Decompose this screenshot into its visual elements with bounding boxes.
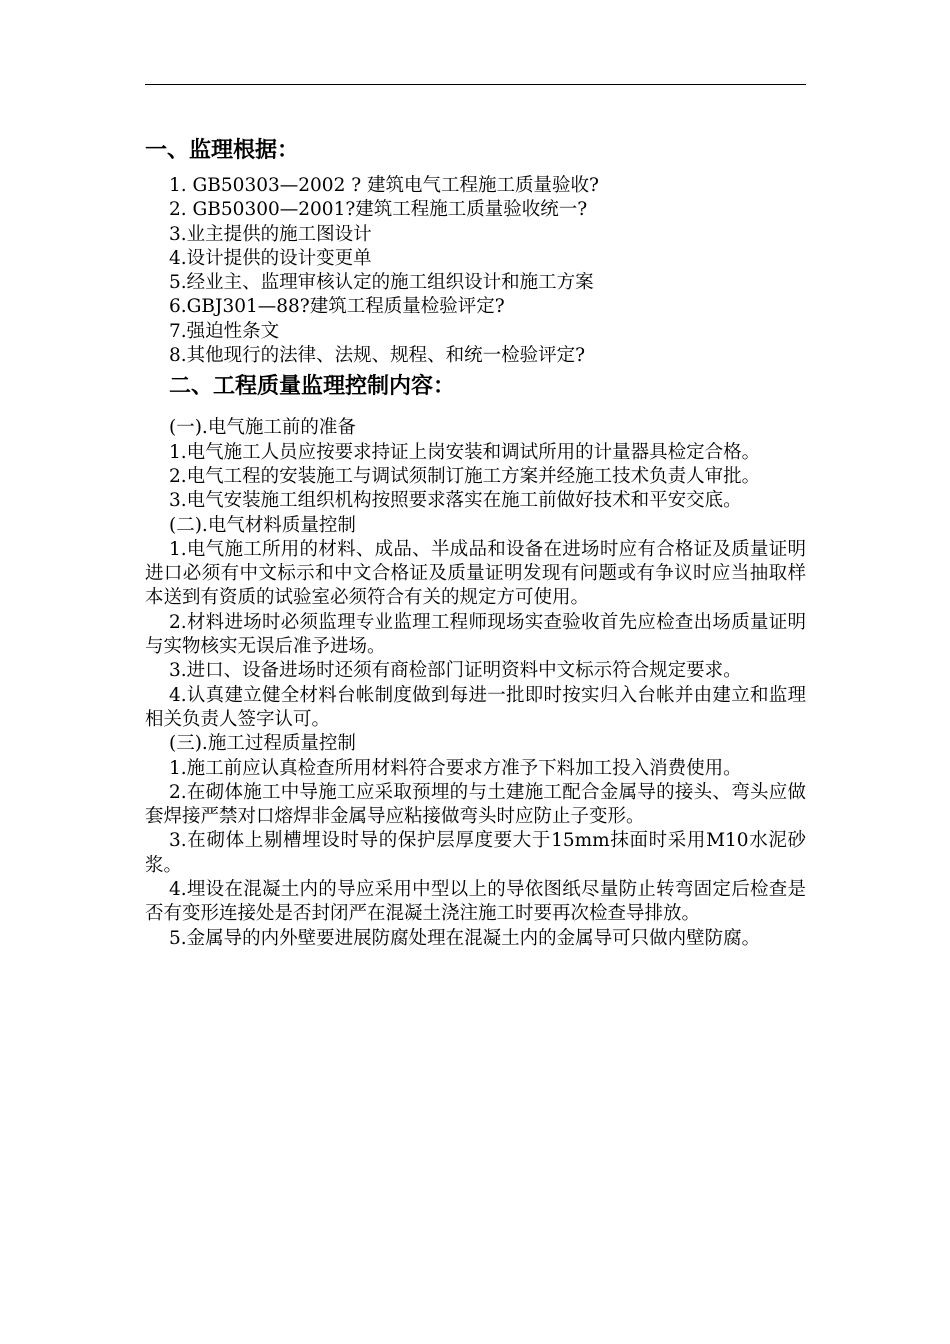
basis-item-3: 3.业主提供的施工图设计 xyxy=(169,223,372,245)
document-body xyxy=(145,134,806,951)
section-2-title: 二、工程质量监理控制内容： xyxy=(169,374,456,400)
process-item-4: 4.埋设在混凝土内的导应采用中型以上的导依图纸尽量防止转弯固定后检查是否有变形连接处是否封闭严在混凝土浇注施工时要再次检查导排放。 xyxy=(145,879,806,925)
material-item-2: 2.材料进场时必须监理专业监理工程师现场实查验收首先应检查出场质量证明与实物核实无误后准予进场。 xyxy=(145,611,806,658)
preparation-item-1: 1.电气施工人员应按要求持证上岗安装和调试所用的计量器具检定合格。 xyxy=(169,441,761,463)
basis-item-8: 8.其他现行的法律、法规、规程、和统一检验评定? xyxy=(169,345,586,367)
process-item-2: 2.在砌体施工中导施工应采取预埋的与土建施工配合金属导的接头、弯头应做套焊接严禁对口熔焊非金属导应粘接做弯头时应防止子变形。 xyxy=(145,781,806,828)
basis-item-6: 6.GBJ301—88?建筑工程质量检验评定? xyxy=(169,296,505,318)
preparation-item-2: 2.电气工程的安装施工与调试须制订施工方案并经施工技术负责人审批。 xyxy=(169,465,761,487)
basis-item-7: 7.强迫性条文 xyxy=(169,320,280,342)
subsection-heading: (一).电气施工前的准备 xyxy=(169,417,356,439)
basis-item-5: 5.经业主、监理审核认定的施工组织设计和施工方案 xyxy=(169,272,594,294)
material-item-4: 4.认真建立健全材料台帐制度做到每进一批即时按实归入台帐并由建立和监理相关负责人签字认可。 xyxy=(145,684,806,730)
material-item-3: 3.进口、设备进场时还须有商检部门证明资料中文标示符合规定要求。 xyxy=(169,660,742,682)
subsection-heading: (三).施工过程质量控制 xyxy=(169,733,356,755)
basis-item-2: 2. GB50300—2001?建筑工程施工质量验收统一? xyxy=(169,199,588,221)
subsection-heading: (二).电气材料质量控制 xyxy=(169,514,356,536)
preparation-item-3: 3.电气安装施工组织机构按照要求落实在施工前做好技术和平安交底。 xyxy=(169,490,742,512)
header-rule xyxy=(145,84,806,85)
process-item-5: 5.金属导的内外壁要进展防腐处理在混凝土内的金属导可只做内壁防腐。 xyxy=(169,927,761,949)
material-item-1: 1.电气施工所用的材料、成品、半成品和设备在进场时应有合格证及质量证明进口必须有中文标示和中文合格证及质量证明发现有问题或有争议时应当抽取样本送到有资质的试验室必须符合有关的规定方可使用。 xyxy=(145,538,806,609)
process-item-3: 3.在砌体上剔槽埋设时导的保护层厚度要大于15mm抹面时采用M10水泥砂浆。 xyxy=(145,830,806,876)
basis-item-1: 1. GB50303—2002 ? 建筑电气工程施工质量验收? xyxy=(169,175,599,196)
section-1-title: 一、监理根据： xyxy=(145,138,300,163)
process-item-1: 1.施工前应认真检查所用材料符合要求方准予下料加工投入消费使用。 xyxy=(169,757,742,779)
basis-item-4: 4.设计提供的设计变更单 xyxy=(169,247,372,269)
